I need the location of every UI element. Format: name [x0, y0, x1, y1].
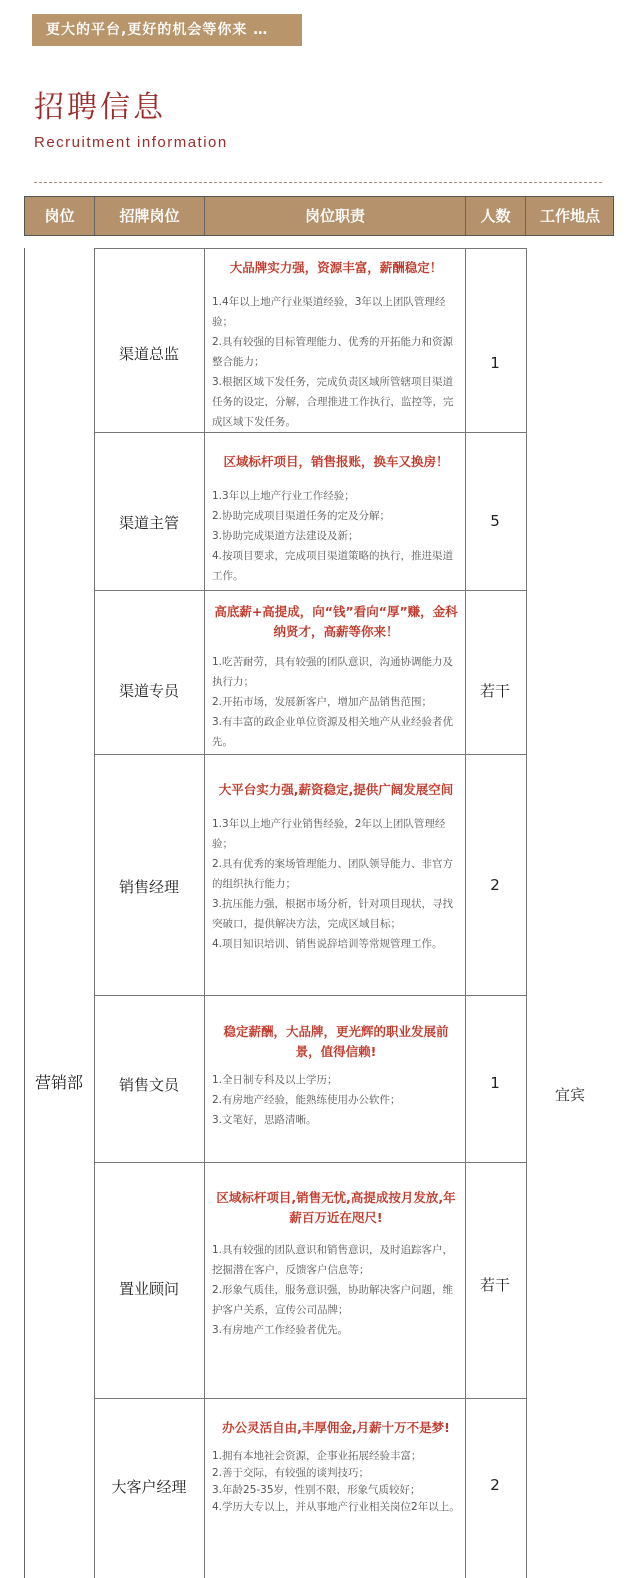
- row-divider: [94, 432, 526, 433]
- row-divider: [94, 590, 526, 591]
- header-department: 岗位: [25, 197, 95, 235]
- department-cell: 营销部: [34, 1073, 83, 1092]
- duty-cell: [212, 780, 460, 954]
- headcount: 若干: [479, 682, 510, 700]
- duty-headline: 大品牌实力强，资源丰富，薪酬稳定！: [229, 260, 443, 275]
- headcount: 5: [490, 512, 500, 530]
- position-name: 渠道总监: [118, 345, 179, 363]
- duty-headline: 区域标杆项目，销售报账，换车又换房！: [223, 454, 449, 469]
- duty-item: 3.有丰富的政企业单位资源及相关地产从业经验者优先。: [212, 716, 454, 748]
- duty-item: 3.文笔好，思路清晰。: [212, 1114, 317, 1126]
- duty-item: 2.有房地产经验，能熟练使用办公软件；: [212, 1094, 401, 1106]
- duty-item: 2.开拓市场，发展新客户，增加产品销售范围；: [212, 696, 433, 708]
- header-count: 人数: [466, 197, 526, 235]
- position-name: 置业顾问: [118, 1280, 179, 1298]
- position-name: 大客户经理: [111, 1478, 187, 1496]
- location-cell: 宜宾: [554, 1086, 585, 1104]
- duty-item: 1.具有较强的团队意识和销售意识，及时追踪客户，挖掘潜在客户，反馈客户信息等；: [212, 1244, 454, 1276]
- duty-cell: [212, 452, 460, 586]
- position-name: 渠道专员: [118, 682, 179, 700]
- duty-item: 3.有房地产工作经验者优先。: [212, 1324, 349, 1336]
- header-position: 招牌岗位: [95, 197, 205, 235]
- row-divider: [94, 1162, 526, 1163]
- duty-cell: [212, 1188, 460, 1340]
- header-location: 工作地点: [539, 207, 600, 225]
- dashed-divider: [34, 182, 602, 183]
- page-subtitle: Recruitment information: [34, 134, 228, 151]
- duty-item: 3.抗压能力强，根据市场分析，针对项目现状，寻找突破口，提供解决方法，完成区域目标；: [212, 898, 454, 930]
- duty-cell: [212, 602, 460, 752]
- headcount: 2: [490, 1476, 500, 1494]
- duty-item: 1.拥有本地社会资源，企事业拓展经验丰富；: [212, 1450, 422, 1462]
- headcount: 若干: [479, 1276, 510, 1294]
- duty-item: 1.4年以上地产行业渠道经验，3年以上团队管理经验；: [212, 296, 446, 328]
- duty-item: 1.3年以上地产行业销售经验，2年以上团队管理经验；: [212, 818, 446, 850]
- duty-item: 1.全日制专科及以上学历；: [212, 1074, 338, 1086]
- column-divider: [204, 248, 205, 1578]
- duty-item: 2.协助完成项目渠道任务的定及分解；: [212, 510, 391, 522]
- headcount: 2: [490, 876, 500, 894]
- row-divider: [94, 754, 526, 755]
- duty-cell: [212, 258, 460, 432]
- column-divider: [526, 248, 527, 1578]
- duty-item: 3.协助完成渠道方法建设及新；: [212, 530, 359, 542]
- position-name: 渠道主管: [118, 514, 179, 532]
- column-divider: [94, 248, 95, 1578]
- duty-item: 2.形象气质佳，服务意识强，协助解决客户问题，维护客户关系，宣传公司品牌；: [212, 1284, 454, 1316]
- duty-headline: 办公灵活自由,丰厚佣金,月薪十万不是梦!: [222, 1420, 450, 1435]
- headcount: 1: [490, 354, 500, 372]
- duty-item: 1.吃苦耐劳，具有较强的团队意识，沟通协调能力及执行力；: [212, 656, 454, 688]
- duty-item: 2.具有较强的目标管理能力、优秀的开拓能力和资源整合能力；: [212, 336, 454, 368]
- row-divider: [94, 1398, 526, 1399]
- duty-cell: [212, 1418, 460, 1516]
- duty-item: 1.3年以上地产行业工作经验；: [212, 490, 355, 502]
- duty-headline: 高底薪+高提成，向“钱”看向“厚”赚，金科纳贤才，高薪等你来！: [214, 604, 458, 639]
- duty-item: 2.善于交际，有较强的谈判技巧；: [212, 1467, 370, 1479]
- duty-item: 4.学历大专以上，并从事地产行业相关岗位2年以上。: [212, 1501, 460, 1513]
- headcount: 1: [490, 1074, 500, 1092]
- page-title: 招聘信息: [34, 90, 166, 125]
- duty-headline: 稳定薪酬，大品牌，更光辉的职业发展前景，值得信赖!: [223, 1024, 449, 1059]
- duty-item: 2.具有优秀的案场管理能力、团队领导能力、非官方的组织执行能力；: [212, 858, 454, 890]
- header-duties: 岗位职责: [205, 197, 466, 235]
- duty-item: 4.项目知识培训、销售说辞培训等常规管理工作。: [212, 938, 443, 950]
- column-divider: [465, 248, 466, 1578]
- position-name: 销售文员: [118, 1076, 179, 1094]
- duty-item: 3.年龄25-35岁，性别不限，形象气质较好；: [212, 1484, 421, 1496]
- duty-item: 3.根据区域下发任务，完成负责区域所管辖项目渠道任务的设定，分解，合理推进工作执行，监控等，完成区域下发任务。: [212, 376, 454, 428]
- duty-headline: 大平台实力强,薪资稳定,提供广阔发展空间: [218, 782, 454, 797]
- duty-item: 4.按项目要求，完成项目渠道策略的执行，推进渠道工作。: [212, 550, 454, 582]
- row-divider: [94, 248, 526, 249]
- header-row: [24, 196, 614, 236]
- duty-cell: [212, 1022, 460, 1130]
- row-divider: [94, 995, 526, 996]
- duty-headline: 区域标杆项目,销售无忧,高提成按月发放,年薪百万近在咫尺!: [216, 1190, 456, 1225]
- slogan-banner: 更大的平台,更好的机会等你来 …: [32, 14, 302, 46]
- position-name: 销售经理: [118, 878, 179, 896]
